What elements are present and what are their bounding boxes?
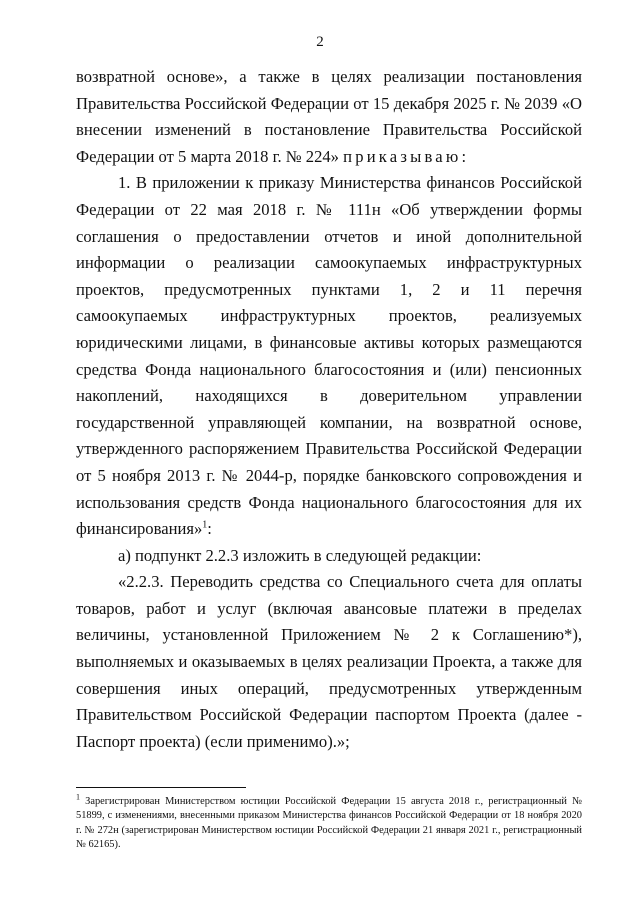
paragraph-item-1-text: 1. В приложении к приказу Министерства финансов Российской Федерации от 22 мая 2018 г. № 111н «Об утверждении формы соглашения о предоставлении отчетов и иной дополнительной информации о реализации самоокупаемых инфраструктурных проектов, предусмотренных пунктами 1, 2 и 11 перечня самоокупаемых инфраструктурных проектов, реализуемых юридическими лицами, в финансовые активы которых размещаются средства Фонда национального благосостояния и (или) пенсионных накоплений, находящихся в доверительном управлении государственной управляющей компании, на возвратной основе, утвержденного распоряжением Правительства Российской Федерации от 5 ноября 2013 г. № 2044-р, порядке банковского сопровождения и использования средств Фонда национального благосостояния для их финансирования» [76,173,582,539]
paragraph-intro-text: возвратной основе», а также в целях реализации постановления Правительства Российской Федерации от 15 декабря 2025 г. № 2039 «О внесении изменений в постановление Правительства Российской Федерации от 5 марта 2018 г. № 224» [76,67,582,166]
footnote-divider [76,787,246,788]
footnote-reference[interactable]: 1 [202,519,208,531]
paragraph-item-1-end: : [207,519,212,539]
page-number: 2 [316,34,324,50]
footnote-marker: 1 [76,792,80,802]
paragraph-subitem-a: а) подпункт 2.2.3 изложить в следующей редакции: [118,545,482,565]
paragraph-quoted-clause: «2.2.3. Переводить средства со Специального счета для оплаты товаров, работ и услуг (включая авансовые платежи в пределах величины, установленной Приложением № 2 к Соглашению*), выполняемых и оказываемых в целях реализации Проекта, а также для совершения иных операций, предусмотренных утвержденным Правительством Российской Федерации паспортом Проекта (далее - Паспорт проекта) (если применимо).»; [76,572,582,751]
document-body [76,64,582,755]
footnote-text: Зарегистрирован Министерством юстиции Российской Федерации 15 августа 2018 г., регистрационный № 51899, с изменениями, внесенными приказом Министерства финансов Российской Федерации от 18 ноября 2020 г. № 272н (зарегистрирован Министерством юстиции Российской Федерации 21 января 2021 г., регистрационный № 62165). [76,796,582,851]
footnote [76,792,582,853]
paragraph-intro [76,64,582,170]
paragraph-item-1 [76,170,582,542]
order-word: приказываю: [343,146,470,166]
